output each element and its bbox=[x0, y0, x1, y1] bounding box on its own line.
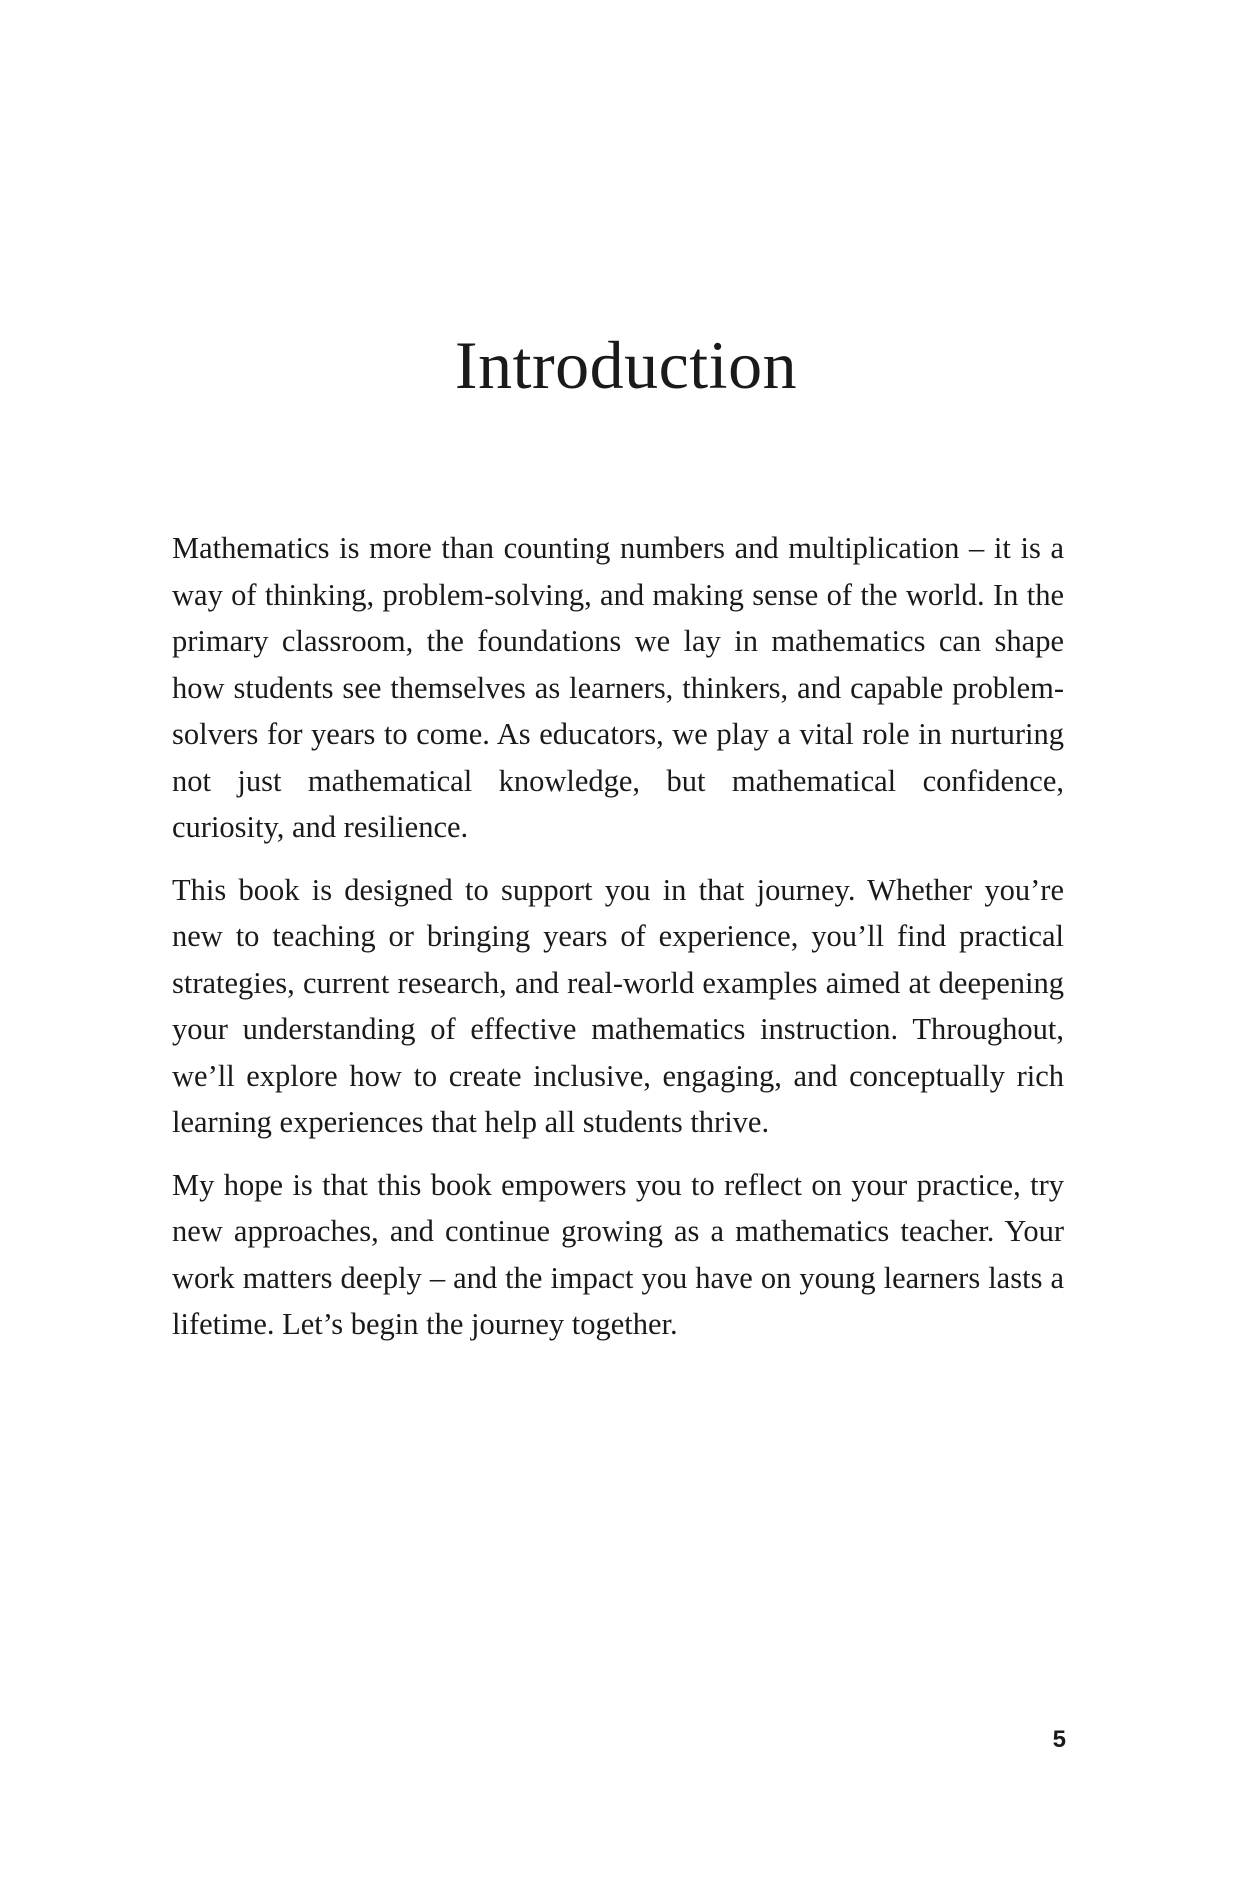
chapter-title: Introduction bbox=[454, 327, 798, 403]
body-text bbox=[172, 525, 1064, 1364]
paragraph-1: Mathematics is more than counting numbers and multiplication – it is a way of thinking, problem-solving, and making sense of the world. In the primary classroom, the foundations we lay in mathematics can shape how students see themselves as learners, thinkers, and capable problem-solvers for years to come. As educators, we play a vital role in nurturing not just mathematical knowledge, but mathematical confidence, curiosity, and resilience. bbox=[172, 531, 1064, 844]
page-number: 5 bbox=[1052, 1726, 1066, 1753]
paragraph-3: My hope is that this book empowers you to reflect on your practice, try new approaches, and continue growing as a mathematics teacher. Your work matters deeply – and the impact you have on young learners lasts a lifetime. Let’s begin the journey together. bbox=[172, 1167, 1064, 1341]
paragraph-2: This book is designed to support you in that journey. Whether you’re new to teaching or bringing years of experience, you’ll find practical strategies, current research, and real-world examples aimed at deepening your understanding of effective mathematics instruction. Throughout, we’ll explore how to create inclusive, engaging, and conceptually rich learning experiences that help all students thrive. bbox=[172, 872, 1064, 1139]
